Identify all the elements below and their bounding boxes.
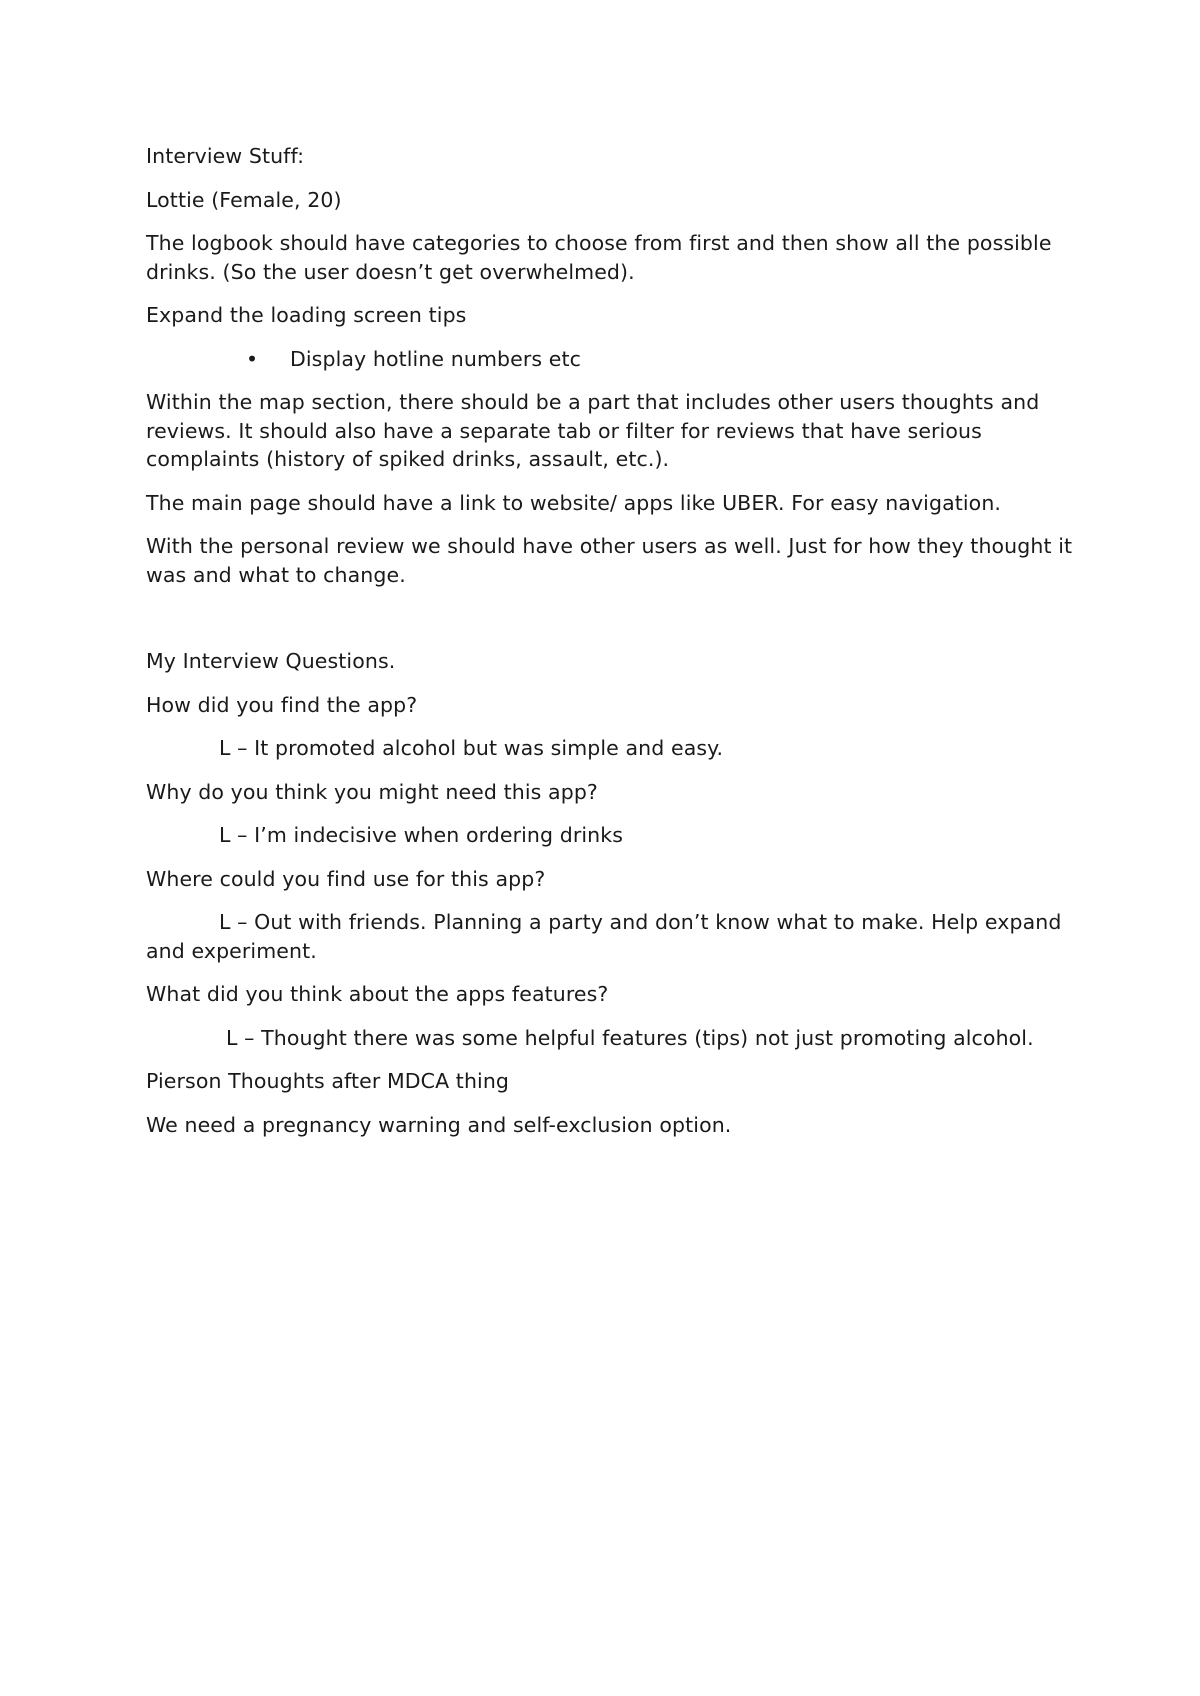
document-body: [146, 142, 1076, 1154]
note-logbook: The logbook should have categories to choose from first and then show all the possible drinks. (So the user doesn’t get overwhelmed).: [146, 231, 1052, 284]
question-4: What did you think about the apps features?: [146, 982, 609, 1006]
bullet-item-text: Display hotline numbers etc: [290, 346, 581, 371]
question-2: Why do you think you might need this app?: [146, 779, 598, 804]
answer-4: L – Thought there was some helpful features (tips) not just promoting alcohol.: [226, 1025, 1034, 1050]
note-map-section: Within the map section, there should be a part that includes other users thoughts and reviews. It should also have a separate tab or filter for reviews that have serious complaints (history of spiked drinks, assault, etc.).: [146, 390, 1040, 471]
pierson-heading: Pierson Thoughts after MDCA thing: [146, 1069, 510, 1093]
interviewee-line: Lottie (Female, 20): [146, 187, 342, 212]
bullet-item: [246, 345, 1076, 374]
pierson-note: We need a pregnancy warning and self-exclusion option.: [146, 1112, 732, 1137]
bullet-icon: •: [246, 346, 259, 371]
question-1: How did you find the app?: [146, 692, 418, 717]
answer-2: L – I’m indecisive when ordering drinks: [219, 823, 624, 847]
section-heading-interview-stuff: Interview Stuff:: [146, 144, 305, 168]
note-loading-tips: Expand the loading screen tips: [146, 303, 467, 327]
note-personal-review: With the personal review we should have other users as well. Just for how they thought it was and what to change.: [146, 534, 1073, 587]
answer-3: L – Out with friends. Planning a party and don’t know what to make. Help expand and experiment.: [146, 910, 1062, 963]
paragraph-gap: [146, 604, 1076, 647]
tips-bullet-list: [146, 345, 1076, 374]
note-main-page: The main page should have a link to website/ apps like UBER. For easy navigation.: [146, 490, 1002, 515]
answer-1: L – It promoted alcohol but was simple and easy.: [219, 736, 724, 760]
section-heading-interview-questions: My Interview Questions.: [146, 649, 396, 673]
question-3: Where could you find use for this app?: [146, 866, 546, 891]
